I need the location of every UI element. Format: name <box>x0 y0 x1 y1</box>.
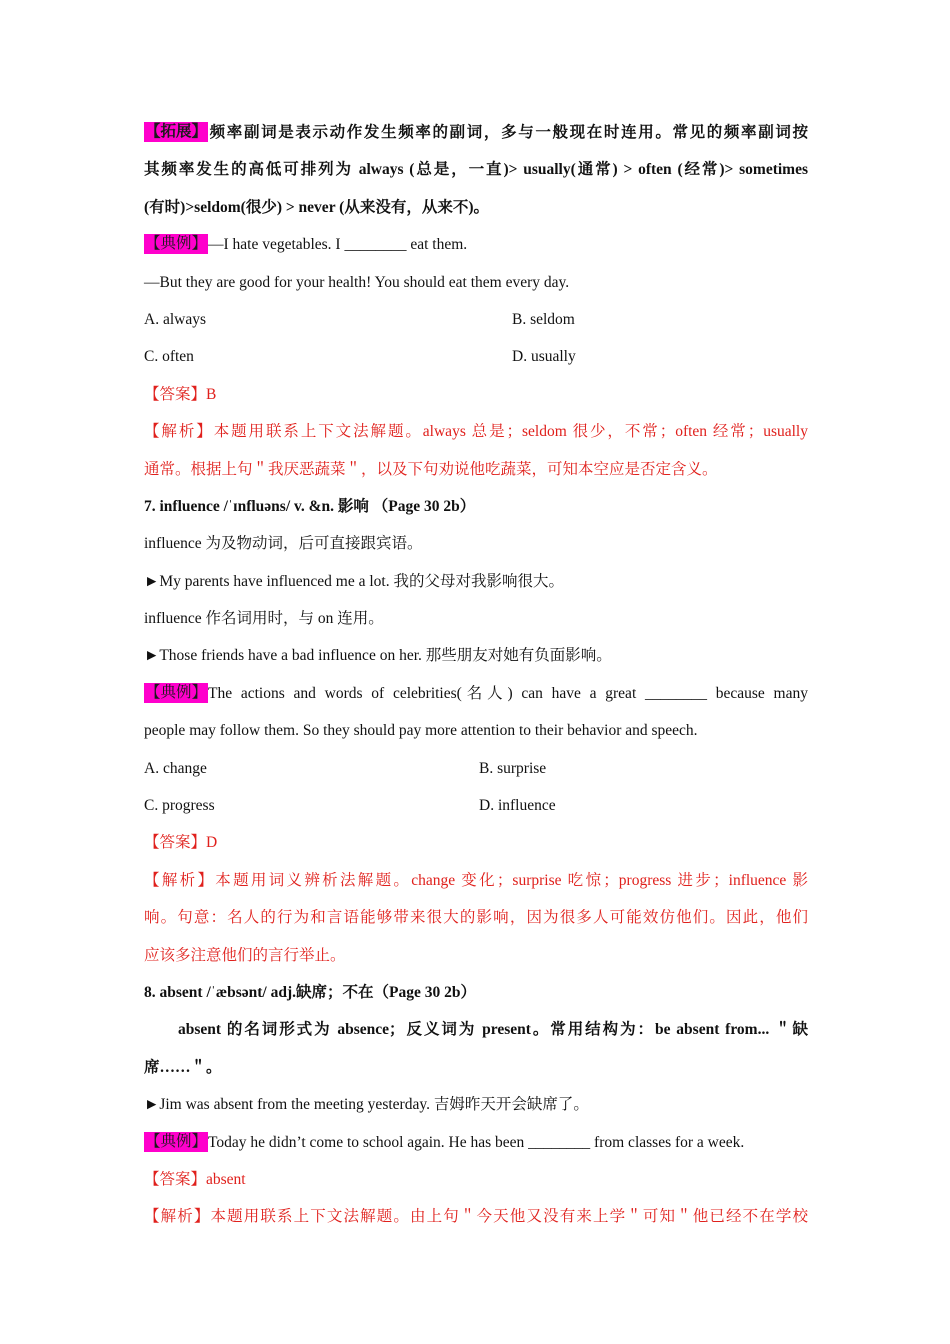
entry7-heading: 7. influence /ˈɪnfluəns/ v. &n. 影响 （Page 30 2b） <box>144 497 476 515</box>
example2-option-d: D. influence <box>479 797 556 815</box>
example1-answer-label: 【答案】 <box>144 385 207 403</box>
example2-question-line-2: people may follow them. So they should pay more attention to their behavior and speech. <box>144 722 698 740</box>
example1-answer <box>144 376 808 413</box>
extension-text-1: 频率副词是表示动作发生频率的副词，多与一般现在时连用。常见的频率副词按 <box>208 124 808 141</box>
example1-analysis-line-1 <box>144 413 808 450</box>
entry8-note-line-1: absent 的名词形式为 absence；反义词为 present。常用结构为：be absent from... ＂缺 <box>178 1021 808 1039</box>
example2-analysis-line-1 <box>144 862 808 899</box>
example1-option-c: C. often <box>144 348 194 366</box>
example2-options-row-2 <box>144 787 808 824</box>
example1-analysis-line-2: 通常。根据上句＂我厌恶蔬菜＂，以及下句劝说他吃蔬菜，可知本空应是否定含义。 <box>144 460 718 478</box>
example2-question-text-1: The actions and words of celebrities(名人) can have a great ________ because many <box>208 684 808 702</box>
example1-line-2: —But they are good for your health! You should eat them every day. <box>144 273 570 291</box>
example3-question-text: Today he didn’t come to school again. He has been ________ from classes for a week. <box>208 1133 745 1151</box>
example2-analysis-label: 【解析】 <box>144 871 216 889</box>
example1-question <box>144 226 808 263</box>
example2-answer-value: D <box>206 834 218 852</box>
example2-option-b: B. surprise <box>479 759 547 777</box>
extension-tag: 【拓展】 <box>145 123 208 140</box>
example1-option-d: D. usually <box>512 348 576 366</box>
example1-analysis-text-1: 本题用联系上下文法解题。always 总是；seldom 很少，不常；often 经常；usually <box>213 423 808 441</box>
example2-analysis-text-1: 本题用词义辨析法解题。change 变化；surprise 吃惊；progress 进步；influence 影 <box>215 871 808 889</box>
document-page <box>144 114 808 1236</box>
extension-line-1 <box>144 114 808 151</box>
example3-analysis-label: 【解析】 <box>144 1208 211 1226</box>
example3-analysis-text-1: 本题用联系上下文法解题。由上句＂今天他又没有来上学＂可知＂他已经不在学校 <box>210 1208 808 1226</box>
example2-question-line-1 <box>144 675 808 712</box>
example2-tag: 【典例】 <box>145 683 208 701</box>
entry8-note-line-2: 席……＂。 <box>144 1058 222 1076</box>
example3-analysis-line-1 <box>144 1198 808 1235</box>
example2-option-c: C. progress <box>144 797 215 815</box>
extension-line-2: 其频率发生的高低可排列为 always (总是，一直)> usually(通常) > often (经常)> sometimes <box>144 161 808 179</box>
extension-line-3: (有时)>seldom(很少) > never (从来没有，从来不)。 <box>144 198 489 216</box>
example2-answer-label: 【答案】 <box>144 834 207 852</box>
example3-answer-value: absent <box>206 1170 246 1188</box>
example2-answer <box>144 824 808 861</box>
example1-answer-value: B <box>206 385 217 403</box>
example2-analysis-line-2: 响。句意：名人的行为和言语能够带来很大的影响，因为很多人可能效仿他们。因此，他们 <box>144 909 808 927</box>
entry8-heading: 8. absent /ˈæbsənt/ adj.缺席；不在（Page 30 2b） <box>144 983 476 1001</box>
example2-option-a: A. change <box>144 759 207 777</box>
example1-question-text: —I hate vegetables. I ________ eat them. <box>208 236 468 254</box>
entry7-example-1: ►My parents have influenced me a lot. 我的父母对我影响很大。 <box>144 572 564 590</box>
example2-options-row-1 <box>144 750 808 787</box>
entry7-example-2: ►Those friends have a bad influence on her. 那些朋友对她有负面影响。 <box>144 647 612 665</box>
example3-answer <box>144 1161 808 1198</box>
example1-tag: 【典例】 <box>145 235 208 253</box>
example1-options-row-2 <box>144 338 808 375</box>
entry7-note-2: influence 作名词用时，与 on 连用。 <box>144 610 384 628</box>
example3-question <box>144 1124 808 1161</box>
example3-tag: 【典例】 <box>145 1132 208 1150</box>
example1-option-b: B. seldom <box>512 310 575 328</box>
entry7-note-1: influence 为及物动词，后可直接跟宾语。 <box>144 535 423 553</box>
example1-analysis-label: 【解析】 <box>144 423 214 441</box>
entry8-example-1: ►Jim was absent from the meeting yesterday. 吉姆昨天开会缺席了。 <box>144 1096 589 1114</box>
example3-answer-label: 【答案】 <box>144 1170 207 1188</box>
example2-analysis-line-3: 应该多注意他们的言行举止。 <box>144 946 346 964</box>
example1-option-a: A. always <box>144 310 206 328</box>
example1-options-row-1 <box>144 301 808 338</box>
